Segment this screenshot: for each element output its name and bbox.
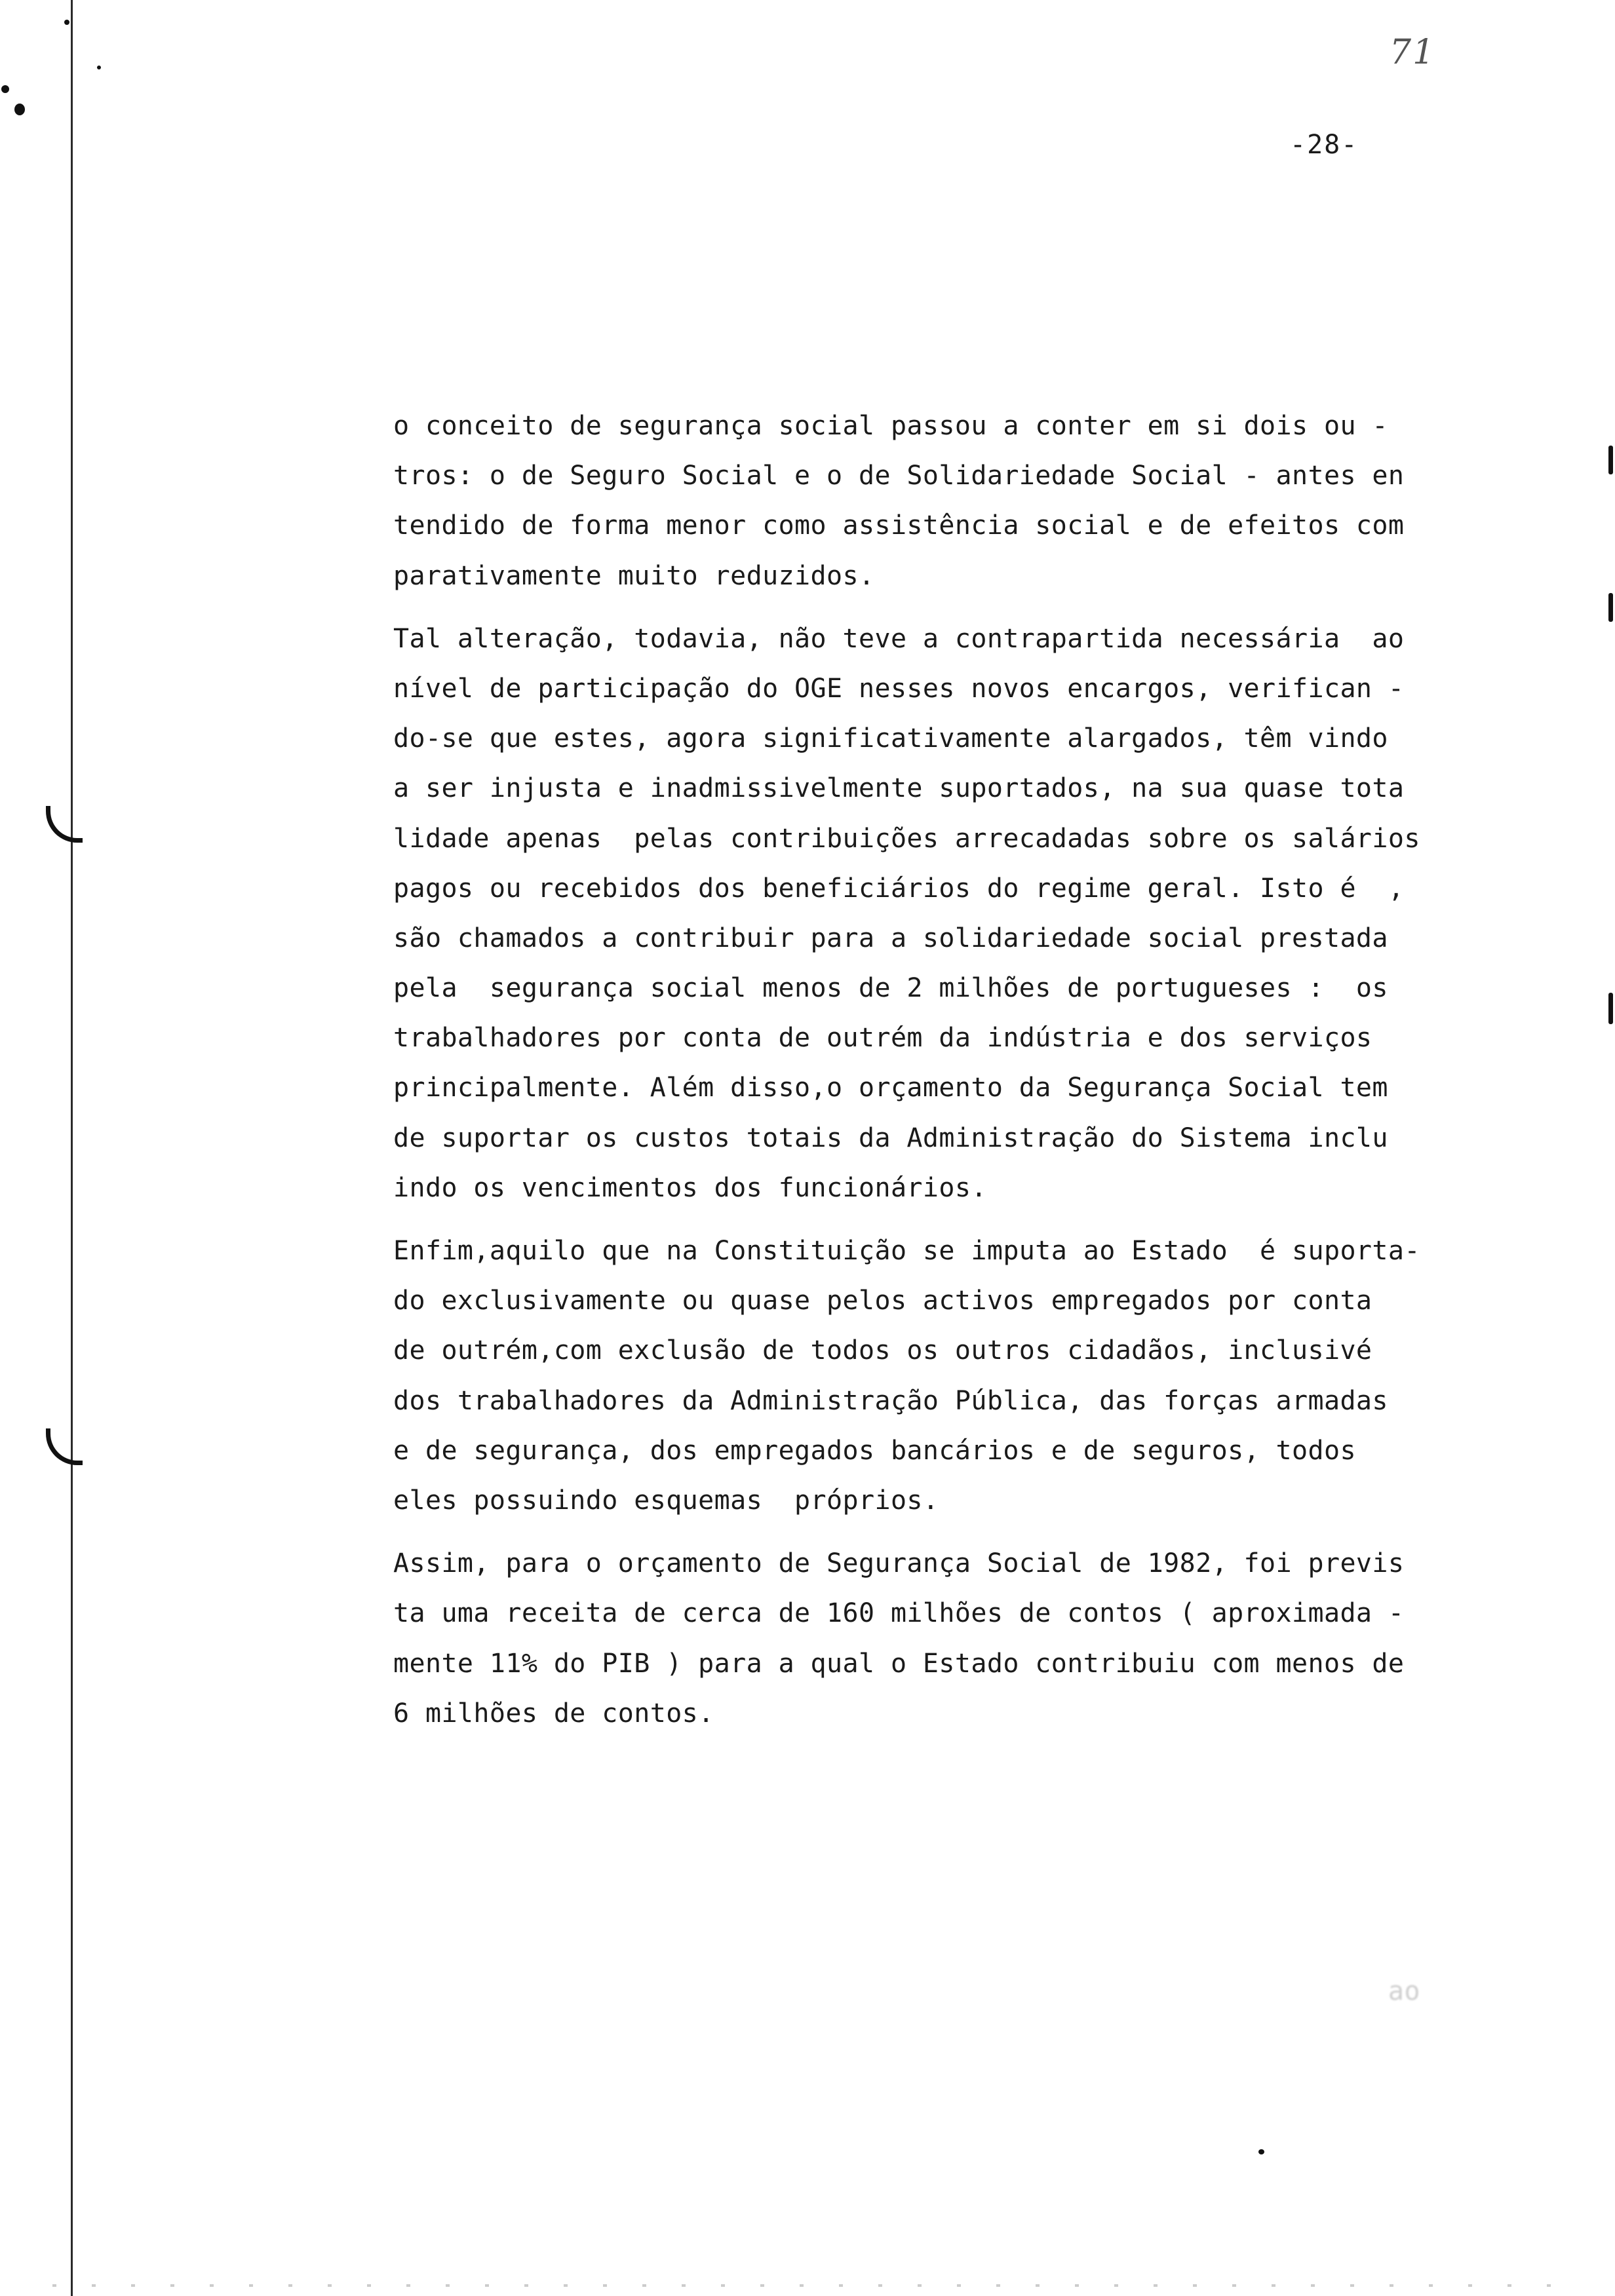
text-line: e de segurança, dos empregados bancários e de seguros, todos (393, 1435, 1356, 1466)
punch-hole-mark-lower (46, 1428, 83, 1465)
text-line: a ser injusta e inadmissivelmente suportados, na sua quase tota (393, 773, 1405, 804)
paragraph (393, 1539, 1429, 1738)
handwritten-folio-number: 71 (1390, 33, 1436, 72)
text-line: Enfim,aquilo que na Constituição se imputa ao Estado é suporta- (393, 1236, 1420, 1266)
punch-hole-mark-upper (46, 806, 83, 843)
scan-speck (64, 20, 69, 25)
text-line: lidade apenas pelas contribuições arrecadadas sobre os salários (393, 823, 1420, 854)
faded-text-line (393, 1799, 1429, 1854)
paragraph (393, 401, 1429, 601)
text-line: parativamente muito reduzidos. (393, 560, 875, 591)
text-line: principalmente. Além disso,o orçamento da Segurança Social tem (393, 1073, 1388, 1103)
binding-edge-line (71, 0, 73, 2296)
text-line: mente 11% do PIB ) para a qual o Estado contribuiu com menos de (393, 1648, 1405, 1679)
faded-text-line (393, 1854, 1429, 1909)
text-line: nível de participação do OGE nesses novos encargos, verifican - (393, 673, 1405, 704)
text-line: Assim, para o orçamento de Segurança Social de 1982, foi previs (393, 1548, 1405, 1579)
text-line: do-se que estes, agora significativamente alargados, têm vindo (393, 723, 1388, 754)
text-line: ta uma receita de cerca de 160 milhões de contos ( aproximada - (393, 1598, 1405, 1629)
text-line: o conceito de segurança social passou a conter em si dois ou - (393, 411, 1388, 441)
text-line: de outrém,com exclusão de todos os outros cidadãos, inclusivé (393, 1335, 1372, 1366)
text-line: dos trabalhadores da Administração Pública, das forças armadas (393, 1385, 1388, 1416)
text-line: trabalhadores por conta de outrém da indústria e dos serviços (393, 1023, 1372, 1054)
text-line: pagos ou recebidos dos beneficiários do regime geral. Isto é , (393, 873, 1405, 904)
text-line: do exclusivamente ou quase pelos activos empregados por conta (393, 1286, 1372, 1316)
scan-speck (1, 85, 9, 93)
text-line: tendido de forma menor como assistência social e de efeitos com (393, 510, 1405, 541)
scan-edge-noise (52, 2284, 1560, 2287)
page-number: -28- (1290, 130, 1359, 160)
scan-speck (14, 104, 25, 115)
margin-tick-mark (1608, 593, 1613, 622)
paragraph (393, 614, 1429, 1213)
paragraph (393, 1226, 1429, 1525)
text-line: pela segurança social menos de 2 milhões de portugueses : os (393, 973, 1388, 1004)
text-line: Tal alteração, todavia, não teve a contrapartida necessária ao (393, 623, 1405, 654)
faded-text-line (393, 1909, 1429, 1964)
body-text (393, 401, 1429, 1751)
margin-tick-mark (1608, 446, 1613, 474)
text-line: eles possuindo esquemas próprios. (393, 1485, 939, 1516)
faded-bleed-through-text (393, 1799, 1429, 2019)
scan-speck (1258, 2149, 1264, 2154)
text-line: indo os vencimentos dos funcionários. (393, 1172, 987, 1203)
text-line: de suportar os custos totais da Administração do Sistema inclu (393, 1122, 1388, 1153)
faded-text-line: ao (393, 1976, 1420, 2006)
text-line: são chamados a contribuir para a solidariedade social prestada (393, 923, 1388, 953)
text-line: tros: o de Seguro Social e o de Solidariedade Social - antes en (393, 461, 1405, 491)
margin-tick-mark (1608, 993, 1613, 1024)
scan-speck (97, 66, 101, 69)
text-line: 6 milhões de contos. (393, 1698, 714, 1729)
